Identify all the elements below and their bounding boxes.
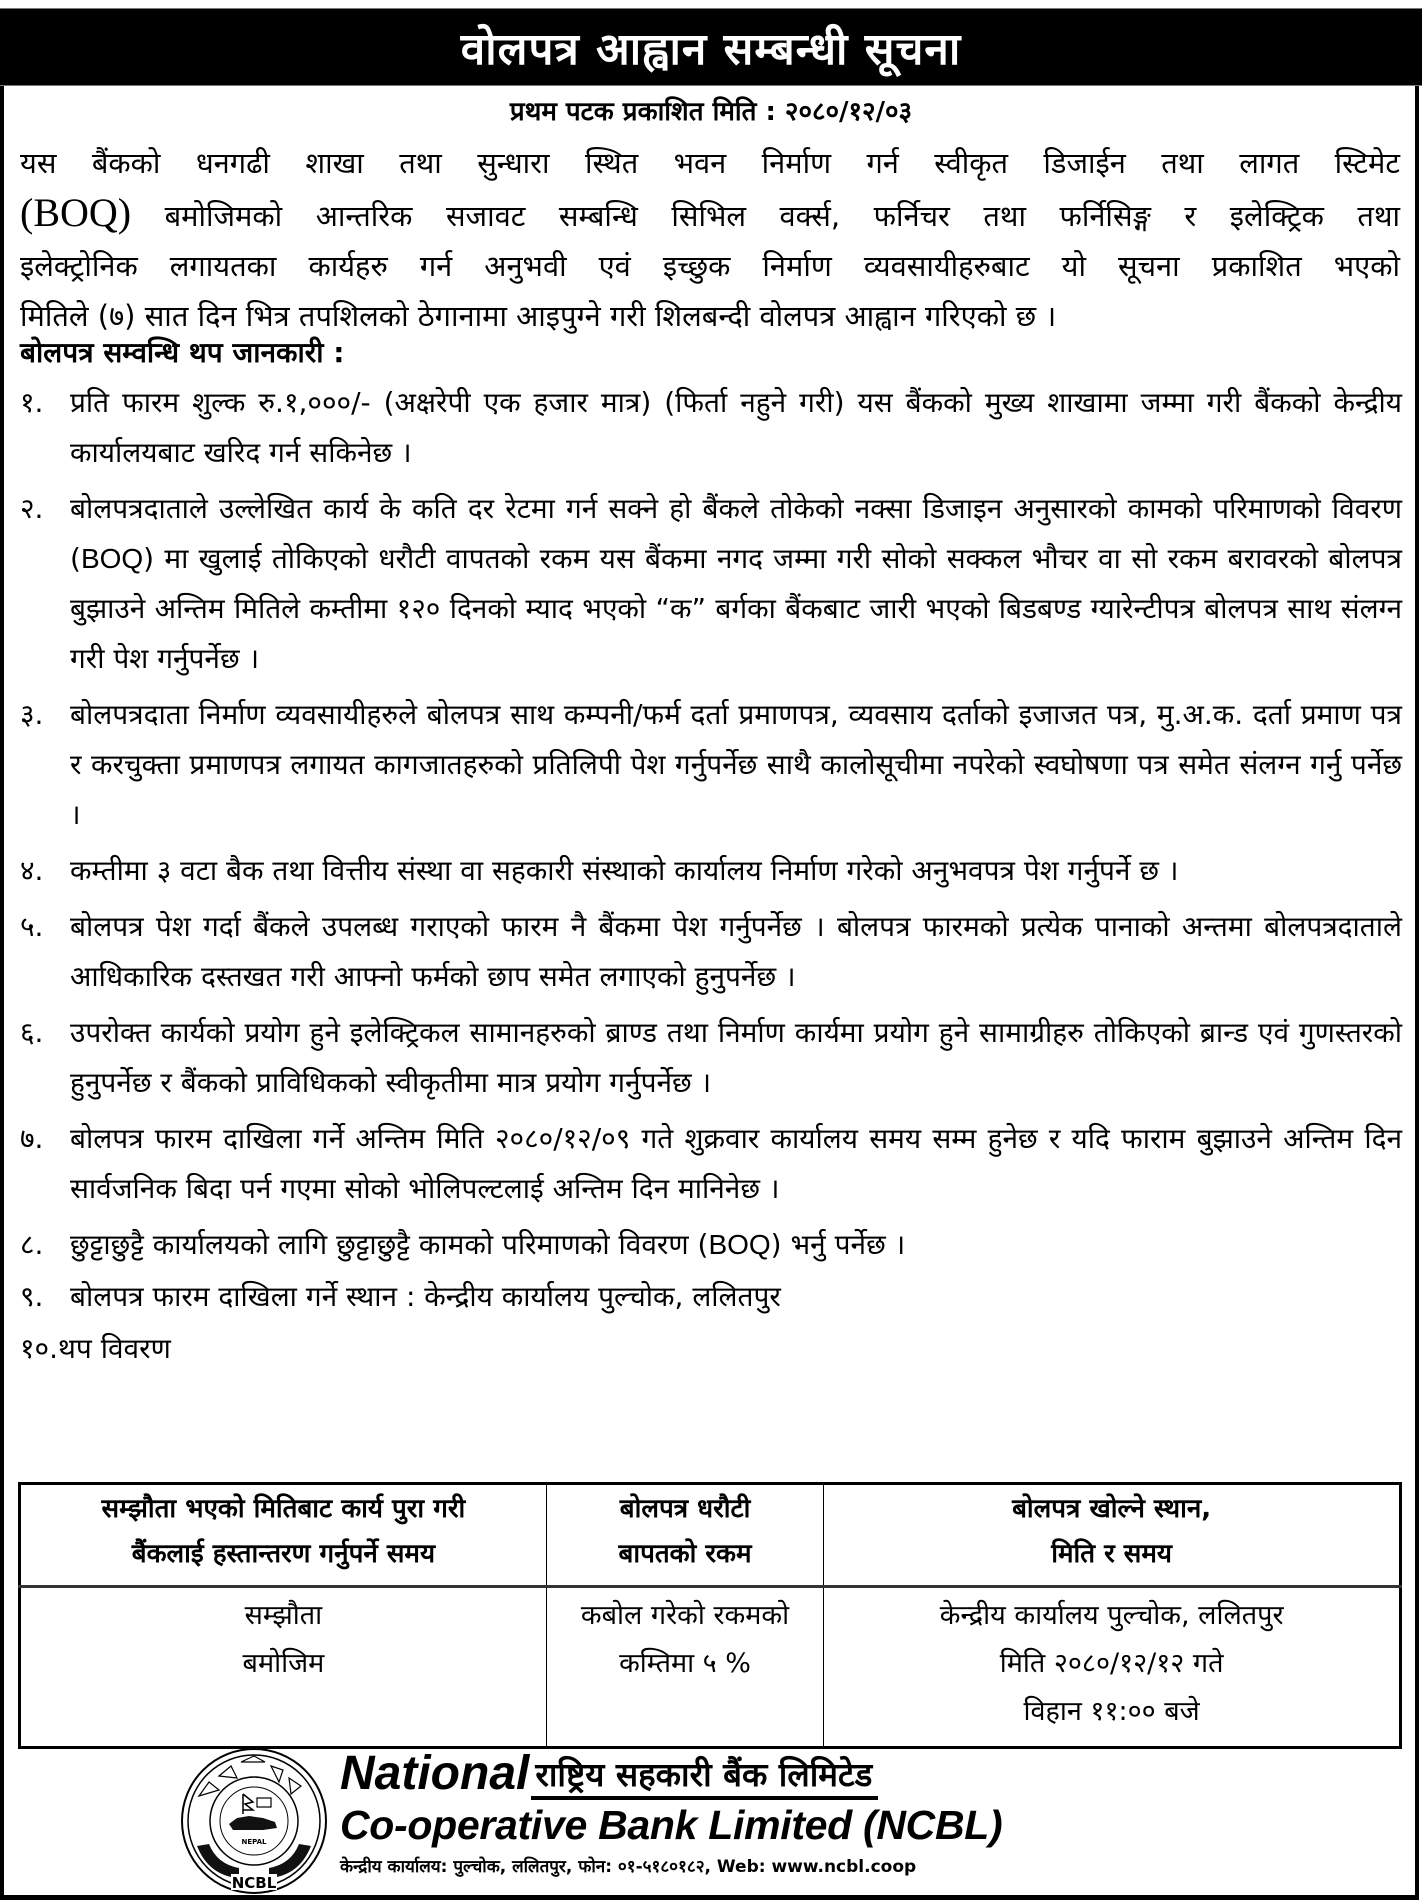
notice-title-bar (0, 8, 1422, 86)
item-text-part: बोलपत्रदाताले उल्लेखित कार्य के कति दर रेटमा गर्न सक्ने हो बैंकले तोकेको नक्सा डिजाइन अनुसारको कामको परिमाणको विवरण ( (70, 492, 1402, 575)
col-header-opening-place-time (824, 1484, 1401, 1587)
brand-english-national: National (340, 1747, 530, 1800)
brand-english-name: Co-operative Bank Limited (NCBL) (340, 1802, 1003, 1848)
header-line: बोलपत्र खोल्ने स्थान, (1012, 1494, 1212, 1524)
header-line: बोलपत्र धरौटी (619, 1494, 751, 1524)
cell-line: बमोजिम (242, 1648, 325, 1679)
col-header-completion-time (20, 1484, 547, 1587)
svg-text:NEPAL: NEPAL (241, 1838, 267, 1846)
cell-line: केन्द्रीय कार्यालय पुल्चोक, ललितपुर (939, 1600, 1284, 1631)
list-item (20, 1220, 1402, 1270)
intro-line-1: यस बैंकको धनगढी शाखा तथा सुन्धारा स्थित भवन निर्माण गर्न स्वीकृत डिजाईन तथा लागत स्टिमेट (20, 146, 1400, 180)
published-date: प्रथम पटक प्रकाशित मिति : २०८०/१२/०३ (509, 97, 913, 127)
list-item (20, 378, 1402, 478)
table-header-row (20, 1484, 1401, 1587)
brand-line-1 (340, 1748, 878, 1800)
item-number: १. (20, 386, 44, 419)
item-number: ५. (20, 910, 44, 943)
col-header-bid-security (546, 1484, 823, 1587)
table-row (20, 1587, 1401, 1748)
list-item (20, 846, 1402, 896)
item-text: उपरोक्त कार्यको प्रयोग हुने इलेक्ट्रिकल सामानहरुको ब्राण्ड तथा निर्माण कार्यमा प्रयोग हुने सामाग्रीहरु तोकिएको ब्रान्ड एवं गुणस्तरको हुनुपर्नेछ र बैंकको प्राविधिकको स्वीकृतीमा मात्र प्रयोग गर्नुपर्नेछ । (70, 1016, 1402, 1099)
item-text-part: छुट्टाछुट्टै कार्यालयको लागि छुट्टाछुट्टै कामको परिमाणको विवरण ( (70, 1228, 709, 1261)
item-number: ४. (20, 854, 44, 887)
header-line: बैंकलाई हस्तान्तरण गर्नुपर्ने समय (131, 1539, 436, 1569)
item-number: ३. (20, 698, 44, 731)
intro-line-2 (20, 188, 1400, 241)
item-number: २. (20, 492, 44, 525)
list-item (20, 690, 1402, 840)
item-text-part: ) मा खुलाई तोकिएको धरौटी वापतको रकम यस बैंकमा नगद जम्मा गरी सोको सक्कल भौचर वा सो रकम बरावरको बोलपत्र बुझाउने अन्तिम मितिले कम्तीमा १२० दिनको म्याद भएको “क” बर्गका बैंकबाट जारी भएको बिडबण्ड ग्यारेन्टीपत्र बोलपत्र साथ संलग्न गरी पेश गर्नुपर्नेछ । (70, 542, 1402, 675)
contact-line: केन्द्रीय कार्यालय: पुल्चोक, ललितपुर, फोन: ०१-५१८०१८२, Web: www.ncbl.coop (340, 1857, 917, 1877)
item-text: कम्तीमा ३ वटा बैक तथा वित्तीय संस्था वा सहकारी संस्थाको कार्यालय निर्माण गरेको अनुभवपत्र पेश गर्नुपर्ने छ । (70, 854, 1179, 887)
cell-line: कबोल गरेको रकमको (580, 1600, 790, 1631)
boq-abbrev: BOQ (708, 1229, 771, 1260)
item-text: बोलपत्रदाता निर्माण व्यवसायीहरुले बोलपत्र साथ कम्पनी/फर्म दर्ता प्रमाणपत्र, व्यवसाय दर्ताको इजाजत पत्र, मु.अ.क. दर्ता प्रमाण पत्र र करचुक्ता प्रमाणपत्र लगायत कागजातहरुको प्रतिलिपी पेश गर्नुपर्नेछ साथै कालोसूचीमा नपरेको स्वघोषणा पत्र समेत संलग्न गर्नु पर्नेछ । (70, 698, 1402, 831)
item-text: बोलपत्र फारम दाखिला गर्ने स्थान : केन्द्रीय कार्यालय पुल्चोक, ललितपुर (70, 1280, 781, 1313)
boq-abbrev: BOQ (80, 543, 144, 574)
cell-opening-place-time (824, 1587, 1401, 1748)
item-number: ६. (20, 1016, 44, 1049)
notice-title: वोलपत्र आह्वान सम्बन्धी सूचना (460, 24, 962, 75)
list-item (20, 902, 1402, 1002)
boq-abbrev: (BOQ) (20, 190, 132, 235)
intro-line-4: मितिले (७) सात दिन भित्र तपशिलको ठेगानामा आइपुग्ने गरी शिलबन्दी वोलपत्र आह्वान गरिएको छ । (20, 299, 1057, 333)
item-text: प्रति फारम शुल्क रु.१,०००/- (अक्षरेपी एक हजार मात्र) (फिर्ता नहुने गरी) यस बैंकको मुख्य शाखामा जम्मा गरी बैंकको केन्द्रीय कार्यालयबाट खरिद गर्न सकिनेछ । (70, 386, 1402, 469)
item-text: बोलपत्र फारम दाखिला गर्ने अन्तिम मिति २०८०/१२/०९ गते शुक्रवार कार्यालय समय सम्म हुनेछ र यदि फाराम बुझाउने अन्तिम दिन सार्वजनिक बिदा पर्न गएमा सोको भोलिपल्टलाई अन्तिम दिन मानिनेछ । (70, 1122, 1402, 1205)
list-item (20, 1114, 1402, 1214)
header-line: बापतको रकम (618, 1539, 752, 1569)
item-number: ९. (20, 1280, 44, 1313)
item-text (70, 484, 1402, 684)
intro-line-2-text: बमोजिमको आन्तरिक सजावट सम्बन्धि सिभिल वर्क्स, फर्निचर तथा फर्निसिङ्ग र इलेक्ट्रिक तथा (131, 199, 1400, 233)
item-number: ८. (20, 1228, 44, 1261)
intro-line-3: इलेक्ट्रोनिक लगायतका कार्यहरु गर्न अनुभवी एवं इच्छुक निर्माण व्यवसायीहरुबाट यो सूचना प्रकाशित भएको (20, 249, 1400, 283)
item-text: बोलपत्र पेश गर्दा बैंकले उपलब्ध गराएको फारम नै बैंकमा पेश गर्नुपर्नेछ । बोलपत्र फारमको प्रत्येक पानाको अन्तमा बोलपत्रदाताले आधिकारिक दस्तखत गरी आफ्नो फर्मको छाप समेत लगाएको हुनुपर्नेछ । (70, 910, 1402, 993)
list-item (20, 484, 1402, 684)
header-line: सम्झौता भएको मितिबाट कार्य पुरा गरी (101, 1494, 466, 1524)
cell-bid-security (546, 1587, 823, 1748)
svg-text:NCBL: NCBL (231, 1874, 277, 1892)
brand-nepali-name: राष्ट्रिय सहकारी बैंक लिमिटेड (531, 1754, 878, 1800)
cell-completion-time (20, 1587, 547, 1748)
list-item (20, 1008, 1402, 1108)
cell-line: कम्तिमा ५ % (619, 1648, 751, 1679)
bank-footer (175, 1742, 1135, 1892)
cell-line: मिति २०८०/१२/१२ गते (999, 1648, 1224, 1679)
item-number: १०. (20, 1332, 59, 1365)
intro-paragraph (20, 138, 1400, 341)
item-number: ७. (20, 1122, 44, 1155)
item-text-part: ) भर्नु पर्नेछ । (770, 1228, 906, 1261)
cell-line: सम्झौता (244, 1600, 323, 1631)
list-item (20, 1272, 1402, 1322)
tender-details-table (18, 1482, 1402, 1749)
list-item (20, 1324, 1402, 1374)
header-line: मिति र समय (1051, 1539, 1173, 1569)
item-text: थप विवरण (58, 1332, 171, 1365)
cell-line: विहान ११:०० बजे (1023, 1696, 1200, 1727)
item-text (70, 1220, 1402, 1270)
section-heading: बोलपत्र सम्वन्धि थप जानकारी : (20, 336, 345, 369)
info-list (20, 378, 1402, 1376)
ncbl-seal-logo (179, 1746, 329, 1896)
